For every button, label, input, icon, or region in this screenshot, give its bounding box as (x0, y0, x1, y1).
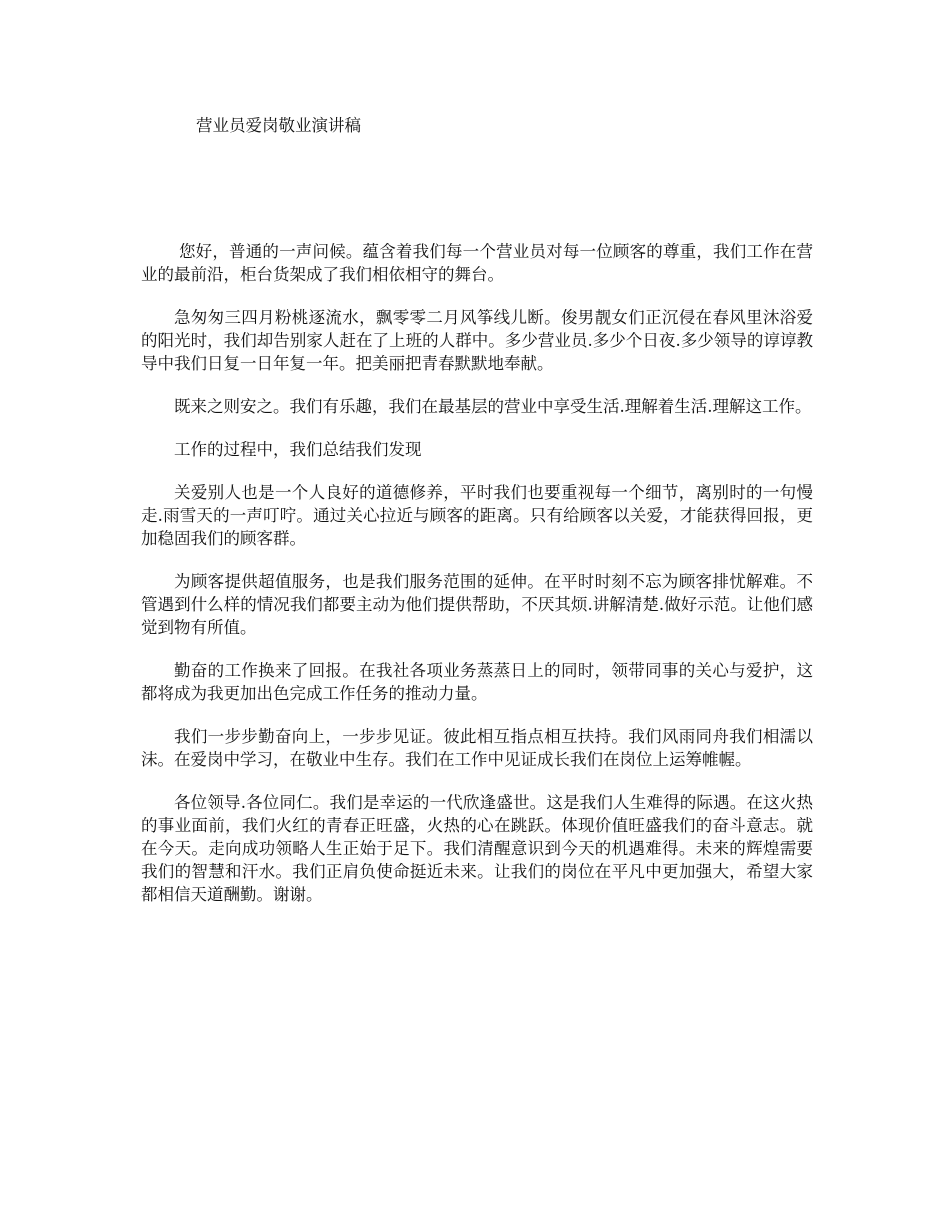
paragraph-7: 勤奋的工作换来了回报。在我社各项业务蒸蒸日上的同时，领带同事的关心与爱护，这都将成为我更加出色完成工作任务的推动力量。 (141, 661, 813, 703)
paragraph-2: 急匆匆三四月粉桃逐流水，飘零零二月风筝线儿断。俊男靓女们正沉侵在春风里沐浴爱的阳光时，我们却告别家人赶在了上班的人群中。多少营业员.多少个日夜.多少领导的谆谆教导中我们日复一日年复一年。把美丽把青春默默地奉献。 (141, 308, 813, 373)
paragraph-3: 既来之则安之。我们有乐趣，我们在最基层的营业中享受生活.理解着生活.理解这工作。 (174, 397, 812, 416)
document-title: 营业员爱岗敬业演讲稿 (196, 116, 361, 135)
paragraph-4: 工作的过程中，我们总结我们发现 (174, 440, 422, 459)
paragraph-5: 关爱别人也是一个人良好的道德修养，平时我们也要重视每一个细节，离别时的一句慢走.雨雪天的一声叮咛。通过关心拉近与顾客的距离。只有给顾客以关爱，才能获得回报，更加稳固我们的顾客群。 (141, 483, 813, 548)
document-body (141, 240, 813, 926)
paragraph-6: 为顾客提供超值服务，也是我们服务范围的延伸。在平时时刻不忘为顾客排忧解难。不管遇到什么样的情况我们都要主动为他们提供帮助，不厌其烦.讲解清楚.做好示范。让他们感觉到物有所值。 (141, 572, 813, 637)
paragraph-1: 您好，普通的一声问候。蕴含着我们每一个营业员对每一位顾客的尊重，我们工作在营业的最前沿，柜台货架成了我们相依相守的舞台。 (141, 242, 813, 284)
paragraph-8: 我们一步步勤奋向上，一步步见证。彼此相互指点相互扶持。我们风雨同舟我们相濡以沫。在爱岗中学习，在敬业中生存。我们在工作中见证成长我们在岗位上运筹帷幄。 (141, 727, 813, 769)
paragraph-9: 各位领导.各位同仁。我们是幸运的一代欣逢盛世。这是我们人生难得的际遇。在这火热的事业面前，我们火红的青春正旺盛，火热的心在跳跃。体现价值旺盛我们的奋斗意志。就在今天。走向成功领略人生正始于足下。我们清醒意识到今天的机遇难得。未来的辉煌需要我们的智慧和汗水。我们正肩负使命挺近未来。让我们的岗位在平凡中更加强大，希望大家都相信天道酬勤。谢谢。 (141, 793, 813, 904)
